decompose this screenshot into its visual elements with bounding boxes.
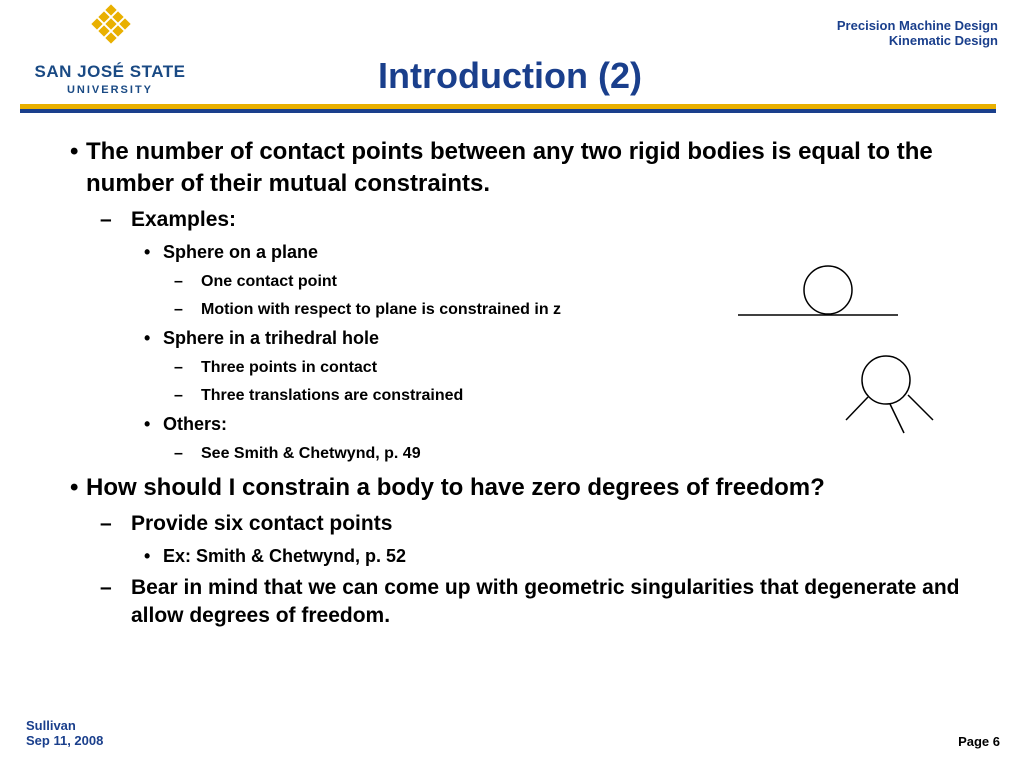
footer-author: Sullivan bbox=[26, 718, 76, 733]
header-course-info bbox=[837, 18, 998, 48]
sphere-circle bbox=[862, 356, 910, 404]
sub-bullet-six-contacts bbox=[70, 510, 970, 538]
bullet-marker: • bbox=[144, 242, 151, 262]
contact-line-right bbox=[908, 395, 933, 420]
sphere-trihedral-diagram bbox=[838, 350, 942, 440]
detail-text: One contact point bbox=[201, 273, 337, 290]
detail-three-points bbox=[70, 358, 970, 378]
bullet-marker: • bbox=[144, 546, 151, 566]
bullet-text: How should I constrain a body to have zero degrees of freedom? bbox=[86, 474, 825, 501]
bullet-marker: • bbox=[70, 138, 79, 165]
page-number: Page 6 bbox=[958, 734, 1000, 749]
detail-three-translations bbox=[70, 386, 970, 406]
example-others bbox=[70, 412, 970, 436]
bullet-marker: • bbox=[144, 328, 151, 348]
topic-name: Kinematic Design bbox=[888, 33, 998, 48]
dash-marker: – bbox=[174, 273, 183, 290]
dash-marker: – bbox=[174, 387, 183, 404]
example-text: Sphere on a plane bbox=[163, 242, 319, 262]
detail-text: See Smith & Chetwynd, p. 49 bbox=[201, 445, 421, 462]
bullet-marker: • bbox=[144, 414, 151, 434]
sphere-circle bbox=[804, 266, 852, 314]
sub-bullet-examples bbox=[70, 206, 970, 234]
sub-bullet-text: Provide six contact points bbox=[131, 512, 393, 535]
logo-university-label: UNIVERSITY bbox=[66, 84, 153, 96]
logo-university-name: SAN JOSÉ STATE bbox=[34, 62, 186, 81]
contact-line-left bbox=[846, 397, 868, 420]
detail-text: Three points in contact bbox=[201, 359, 378, 376]
footer-date: Sep 11, 2008 bbox=[26, 733, 104, 748]
detail-text: Three translations are constrained bbox=[201, 387, 464, 404]
contact-line-center bbox=[890, 404, 904, 433]
dash-marker: – bbox=[100, 512, 112, 535]
bullet-marker: • bbox=[70, 474, 79, 501]
slide-title: Introduction (2) bbox=[378, 55, 642, 96]
dash-marker: – bbox=[174, 445, 183, 462]
example-sphere-trihedral bbox=[70, 326, 970, 350]
example-smith-chetwynd-52 bbox=[70, 544, 970, 568]
example-text: Sphere in a trihedral hole bbox=[163, 328, 380, 348]
sub-bullet-text: Bear in mind that we can come up with geometric singularities that degenerate and allow degrees of freedom. bbox=[131, 576, 960, 627]
example-text: Ex: Smith & Chetwynd, p. 52 bbox=[163, 546, 407, 566]
detail-smith-chetwynd-49 bbox=[70, 444, 970, 464]
diamond-emblem-icon bbox=[88, 4, 134, 50]
bullet-text: The number of contact points between any two rigid bodies is equal to the number of their mutual constraints. bbox=[86, 138, 933, 197]
sub-bullet-singularities bbox=[70, 574, 970, 630]
dash-marker: – bbox=[174, 301, 183, 318]
header-rule-blue bbox=[20, 109, 996, 113]
dash-marker: – bbox=[100, 576, 112, 599]
bullet-contact-points bbox=[70, 136, 970, 200]
example-text: Others: bbox=[163, 414, 228, 434]
footer-author-date bbox=[26, 718, 103, 748]
dash-marker: – bbox=[174, 359, 183, 376]
sub-bullet-text: Examples: bbox=[131, 208, 237, 231]
bullet-zero-dof bbox=[70, 472, 970, 504]
detail-text: Motion with respect to plane is constrained in z bbox=[201, 301, 562, 318]
slide-content bbox=[70, 136, 970, 630]
sphere-on-plane-diagram bbox=[730, 260, 910, 324]
course-name: Precision Machine Design bbox=[836, 18, 998, 33]
sjsu-logo bbox=[24, 4, 194, 100]
dash-marker: – bbox=[100, 208, 112, 231]
